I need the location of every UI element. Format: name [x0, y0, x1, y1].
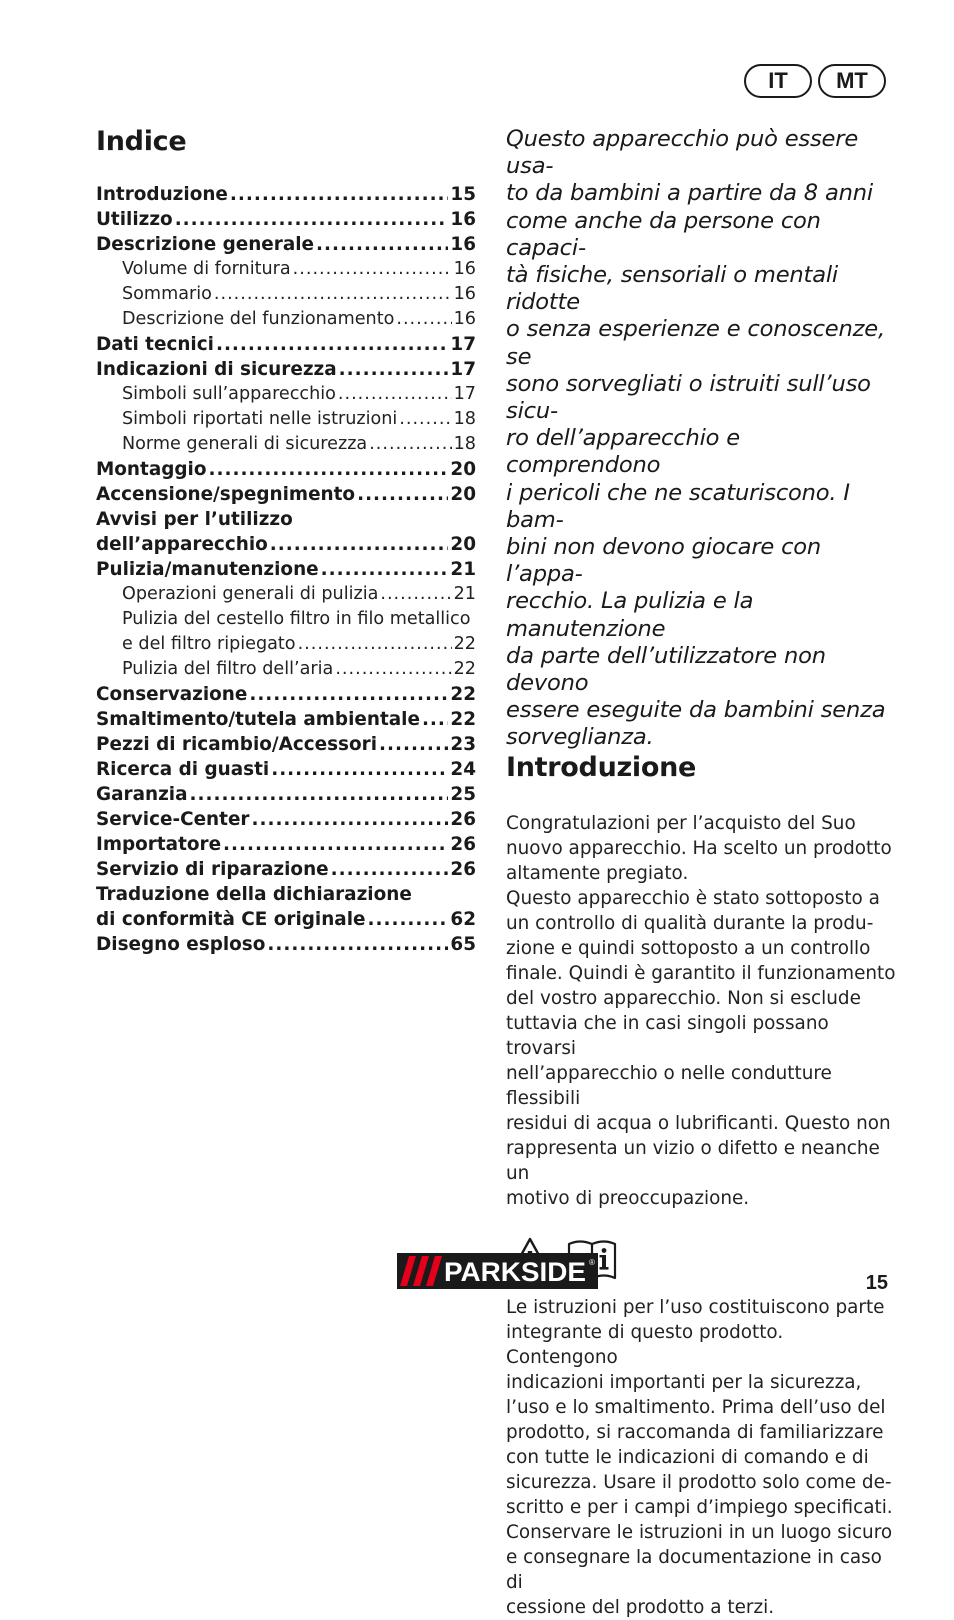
- toc-leader-dots: [216, 334, 448, 355]
- toc-entry: [96, 409, 476, 434]
- toc-entry-label: Descrizione generale: [96, 234, 315, 255]
- toc-entry-label: Conservazione: [96, 684, 248, 705]
- toc-leader-dots: [175, 209, 449, 230]
- page-number: 15: [865, 1272, 888, 1294]
- logo-wordmark: PARKSIDE: [444, 1257, 586, 1287]
- toc-entry-label: Accensione/spegnimento: [96, 484, 356, 505]
- text-line: del vostro apparecchio. Non si esclude: [506, 987, 861, 1009]
- text-line: nuovo apparecchio. Ha scelto un prodotto: [506, 837, 892, 859]
- toc-leader-dots: [271, 759, 448, 780]
- index-title: Indice: [96, 126, 187, 157]
- text-line: scritto e per i campi d’impiego specificati.: [506, 1496, 893, 1518]
- toc-leader-dots: [396, 309, 451, 329]
- text-line: altamente pregiato.: [506, 862, 689, 884]
- toc-leader-dots: [369, 434, 451, 454]
- text-line: tà fisiche, sensoriali o mentali ridotte: [506, 262, 838, 316]
- toc-leader-dots: [251, 809, 448, 830]
- toc-entry-page: 24: [450, 759, 476, 780]
- toc-leader-dots: [249, 684, 448, 705]
- toc-entry-label: di conformità CE originale: [96, 909, 366, 930]
- text-line: i pericoli che ne scaturiscono. I bam-: [506, 479, 850, 533]
- toc-entry-label: Simboli sull’apparecchio: [122, 384, 336, 404]
- text-line: tuttavia che in casi singoli possano trovarsi: [506, 1012, 829, 1059]
- toc-leader-dots: [270, 534, 449, 555]
- toc-entry-page: 26: [450, 809, 476, 830]
- registered-mark: ®: [589, 1258, 595, 1267]
- toc-entry-label: Dati tecnici: [96, 334, 214, 355]
- language-badge-mt: MT: [818, 64, 886, 98]
- toc-entry: [96, 534, 476, 559]
- toc-leader-dots: [267, 934, 448, 955]
- toc-entry: [96, 559, 476, 584]
- toc-entry-page: 16: [453, 284, 476, 304]
- text-line: un controllo di qualità durante la produ-: [506, 912, 874, 934]
- toc-entry-label: Ricerca di guasti: [96, 759, 270, 780]
- toc-entry-page: 20: [450, 484, 476, 505]
- toc-entry: [96, 909, 476, 934]
- toc-entry-page: 62: [450, 909, 476, 930]
- text-line: Congratulazioni per l’acquisto del Suo: [506, 812, 856, 834]
- toc-entry-page: 26: [450, 859, 476, 880]
- toc-entry-label: Norme generali di sicurezza: [122, 434, 368, 454]
- introduction-paragraph-1: [506, 811, 898, 1211]
- text-line: essere eseguite da bambini senza: [506, 697, 886, 724]
- toc-entry-page: 18: [453, 434, 476, 454]
- toc-entry-label: Volume di fornitura: [122, 259, 291, 279]
- toc-entry-page: 18: [453, 409, 476, 429]
- toc-entry: [96, 584, 476, 609]
- toc-leader-dots: [422, 709, 448, 730]
- toc-entry: [96, 184, 476, 209]
- toc-entry-label: Descrizione del funzionamento: [122, 309, 395, 329]
- toc-entry-label: Avvisi per l’utilizzo: [96, 509, 293, 530]
- toc-leader-dots: [379, 734, 448, 755]
- text-line: Questo apparecchio può essere usa-: [506, 126, 859, 180]
- toc-entry-page: 23: [450, 734, 476, 755]
- text-line: finale. Quindi è garantito il funzionamento: [506, 962, 896, 984]
- text-line: indicazioni importanti per la sicurezza,: [506, 1371, 862, 1393]
- toc-entry: [96, 284, 476, 309]
- table-of-contents: [96, 184, 476, 959]
- toc-entry: [96, 709, 476, 734]
- text-line: prodotto, si raccomanda di familiarizzare: [506, 1421, 884, 1443]
- toc-entry-label: Pulizia/manutenzione: [96, 559, 319, 580]
- toc-entry-page: 16: [450, 234, 476, 255]
- toc-entry: [96, 259, 476, 284]
- toc-entry-page: 17: [450, 359, 476, 380]
- toc-entry: [96, 634, 476, 659]
- toc-entry: [96, 234, 476, 259]
- toc-entry-page: 16: [450, 209, 476, 230]
- toc-leader-dots: [316, 234, 448, 255]
- toc-entry: [96, 309, 476, 334]
- toc-entry-page: 17: [453, 384, 476, 404]
- toc-entry-label: Sommario: [122, 284, 212, 304]
- toc-entry: [96, 759, 476, 784]
- parkside-logo: [397, 1253, 598, 1289]
- introduction-paragraph-2: [506, 1295, 898, 1620]
- toc-leader-dots: [368, 909, 449, 930]
- toc-entry-label: e del filtro ripiegato: [122, 634, 296, 654]
- toc-entry-label: Operazioni generali di pulizia: [122, 584, 379, 604]
- toc-leader-dots: [230, 184, 449, 205]
- text-line: sorveglianza.: [506, 724, 654, 751]
- toc-leader-dots: [214, 284, 452, 304]
- toc-entry: [96, 359, 476, 384]
- toc-entry: [96, 459, 476, 484]
- toc-entry-line: [96, 509, 476, 534]
- toc-entry: [96, 859, 476, 884]
- toc-entry-page: 15: [450, 184, 476, 205]
- toc-entry-label: Simboli riportati nelle istruzioni: [122, 409, 398, 429]
- toc-entry-line: [96, 884, 476, 909]
- text-line: integrante di questo prodotto. Contengono: [506, 1321, 784, 1368]
- toc-leader-dots: [321, 559, 449, 580]
- toc-entry-label: Montaggio: [96, 459, 207, 480]
- toc-leader-dots: [190, 784, 449, 805]
- toc-entry: [96, 734, 476, 759]
- text-line: residui di acqua o lubrificanti. Questo non: [506, 1112, 891, 1134]
- toc-entry-label: Servizio di riparazione: [96, 859, 329, 880]
- text-line: motivo di preoccupazione.: [506, 1187, 750, 1209]
- text-line: nell’apparecchio o nelle condutture flessibili: [506, 1062, 832, 1109]
- toc-entry-page: 22: [453, 634, 476, 654]
- toc-entry-page: 22: [450, 684, 476, 705]
- toc-entry-page: 21: [450, 559, 476, 580]
- text-line: sono sorvegliati o istruiti sull’uso sicu-: [506, 370, 871, 425]
- toc-leader-dots: [335, 659, 451, 679]
- toc-entry-label: dell’apparecchio: [96, 534, 268, 555]
- toc-leader-dots: [293, 259, 452, 279]
- toc-entry: [96, 784, 476, 809]
- text-line: rappresenta un vizio o difetto e neanche un: [506, 1137, 880, 1184]
- toc-entry-label: Smaltimento/tutela ambientale: [96, 709, 420, 730]
- text-line: recchio. La pulizia e la manutenzione: [506, 588, 754, 642]
- text-line: con tutte le indicazioni di comando e di: [506, 1446, 869, 1468]
- toc-entry-page: 21: [453, 584, 476, 604]
- toc-entry-label: Pulizia del cestello filtro in filo metallico: [122, 609, 471, 629]
- toc-leader-dots: [298, 634, 452, 654]
- toc-entry-page: 16: [453, 309, 476, 329]
- toc-entry-page: 22: [450, 709, 476, 730]
- toc-entry: [96, 659, 476, 684]
- text-line: bini non devono giocare con l’appa-: [506, 534, 822, 588]
- toc-entry-label: Traduzione della dichiarazione: [96, 884, 412, 905]
- text-line: Questo apparecchio è stato sottoposto a: [506, 887, 880, 909]
- toc-entry-label: Pulizia del filtro dell’aria: [122, 659, 334, 679]
- toc-entry-label: Indicazioni di sicurezza: [96, 359, 337, 380]
- toc-entry: [96, 434, 476, 459]
- toc-leader-dots: [357, 484, 448, 505]
- toc-entry-page: 65: [450, 934, 476, 955]
- toc-entry: [96, 334, 476, 359]
- child-safety-notice: [506, 126, 898, 752]
- toc-entry-page: 17: [450, 334, 476, 355]
- text-line: come anche da persone con capaci-: [506, 207, 821, 261]
- toc-entry: [96, 834, 476, 859]
- toc-entry-label: Introduzione: [96, 184, 228, 205]
- text-line: da parte dell’utilizzatore non devono: [506, 642, 826, 697]
- toc-entry: [96, 809, 476, 834]
- toc-entry-label: Importatore: [96, 834, 222, 855]
- toc-entry-label: Garanzia: [96, 784, 188, 805]
- text-line: sicurezza. Usare il prodotto solo come de-: [506, 1471, 892, 1493]
- toc-entry: [96, 484, 476, 509]
- text-line: Conservare le istruzioni in un luogo sicuro: [506, 1521, 893, 1543]
- text-line: cessione del prodotto a terzi.: [506, 1596, 775, 1618]
- toc-entry-label: Disegno esploso: [96, 934, 266, 955]
- toc-entry-label: Service-Center: [96, 809, 250, 830]
- text-line: o senza esperienze e conoscenze, se: [506, 316, 885, 370]
- toc-leader-dots: [223, 834, 448, 855]
- index-column: [96, 126, 476, 959]
- text-line: l’uso e lo smaltimento. Prima dell’uso del: [506, 1396, 886, 1418]
- toc-leader-dots: [339, 359, 449, 380]
- toc-leader-dots: [209, 459, 449, 480]
- toc-entry: [96, 209, 476, 234]
- toc-leader-dots: [331, 859, 449, 880]
- text-line: ro dell’apparecchio e comprendono: [506, 425, 740, 479]
- content-column: [506, 126, 898, 1620]
- toc-entry-page: 20: [450, 459, 476, 480]
- toc-entry-label: Pezzi di ricambio/Accessori: [96, 734, 378, 755]
- toc-entry-line: [96, 609, 476, 634]
- toc-leader-dots: [399, 409, 451, 429]
- toc-leader-dots: [380, 584, 451, 604]
- text-line: e consegnare la documentazione in caso di: [506, 1546, 882, 1593]
- toc-entry-page: 16: [453, 259, 476, 279]
- toc-leader-dots: [338, 384, 452, 404]
- toc-entry: [96, 684, 476, 709]
- toc-entry-page: 22: [453, 659, 476, 679]
- language-badge-it: IT: [744, 64, 812, 98]
- language-badges: [744, 64, 886, 98]
- toc-entry-page: 25: [450, 784, 476, 805]
- text-line: to da bambini a partire da 8 anni: [506, 180, 873, 207]
- toc-entry: [96, 384, 476, 409]
- toc-entry: [96, 934, 476, 959]
- text-line: Le istruzioni per l’uso costituiscono parte: [506, 1296, 885, 1318]
- toc-entry-label: Utilizzo: [96, 209, 173, 230]
- text-line: zione e quindi sottoposto a un controllo: [506, 937, 871, 959]
- toc-entry-page: 20: [450, 534, 476, 555]
- toc-entry-page: 26: [450, 834, 476, 855]
- introduction-title: Introduzione: [506, 751, 697, 783]
